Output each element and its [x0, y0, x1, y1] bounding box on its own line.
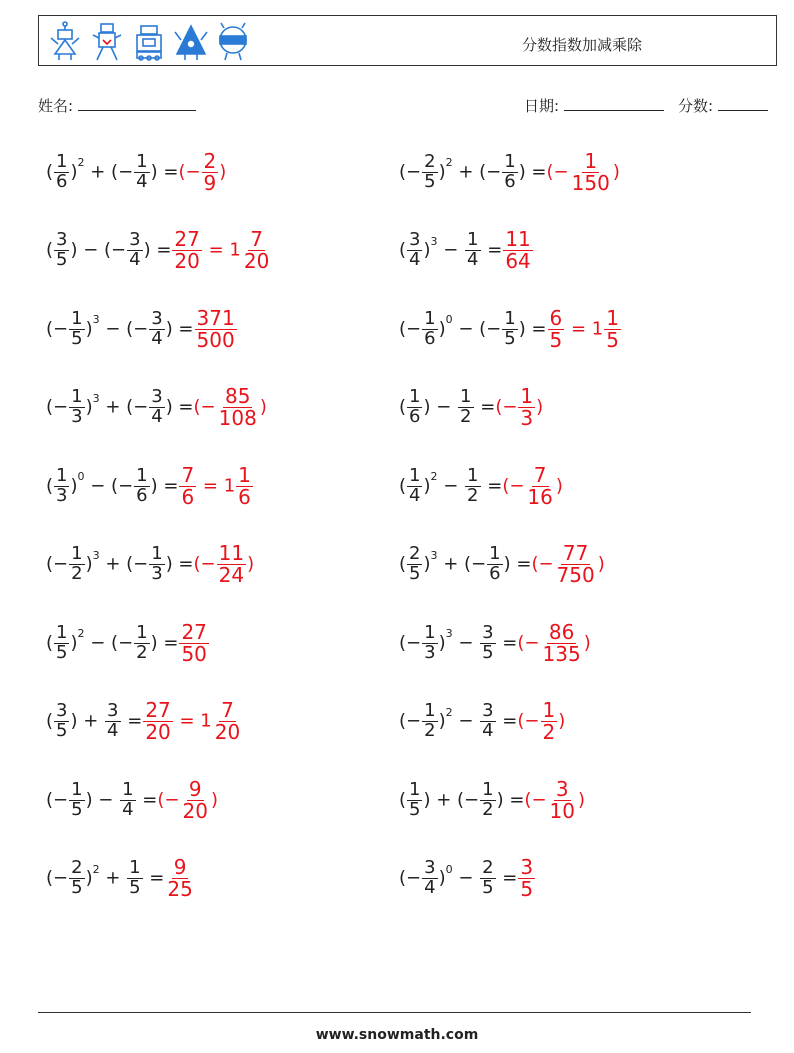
score-field	[678, 95, 768, 116]
robot-icon-2	[89, 20, 125, 62]
fraction: $\frac{86}{135}$	[542, 619, 581, 666]
robot-icon-4	[173, 20, 209, 62]
problem-item	[46, 299, 238, 359]
fraction: $\frac{1}{5}$	[409, 778, 421, 820]
fraction: $\frac{1}{2}$	[71, 543, 83, 584]
fraction: $\frac{11}{24}$	[218, 541, 245, 587]
problem-expression: (− $\frac{1}{2}$ )$^2$ − $\frac{3}{4}$ =	[399, 700, 518, 741]
robot-icons	[47, 20, 251, 62]
problem-expression: (− $\frac{1}{5}$ ) − $\frac{1}{4}$ =	[46, 778, 158, 820]
problem-expression: (− $\frac{1}{3}$ )$^3$ − $\frac{3}{5}$ =	[399, 621, 518, 663]
fraction: $\frac{3}{10}$	[549, 776, 575, 823]
problem-answer: (− $\frac{9}{20}$ )	[157, 776, 218, 823]
exponent: 2	[77, 627, 85, 640]
fraction: $\frac{1}{3}$	[56, 464, 68, 506]
problem-expression: (− $\frac{3}{4}$ )$^0$ − $\frac{2}{5}$ =	[399, 857, 518, 898]
problem-answer: $\frac{6}{5}$ = 1 $\frac{1}{5}$	[549, 305, 619, 352]
problem-item	[46, 770, 218, 830]
problem-answer	[194, 305, 238, 352]
worksheet-header	[38, 15, 777, 66]
fraction: $\frac{3}{4}$	[107, 700, 119, 741]
fraction: $\frac{3}{5}$	[520, 855, 534, 901]
fraction: $\frac{1}{6}$	[409, 386, 421, 427]
problem-answer: (− $\frac{7}{16}$ )	[502, 462, 563, 509]
fraction: $\frac{1}{5}$	[56, 621, 68, 663]
fraction: $\frac{3}{4}$	[409, 229, 421, 270]
exponent: 3	[430, 548, 438, 562]
fraction: $\frac{1}{2}$	[482, 778, 494, 820]
fraction: $\frac{1}{3}$	[520, 384, 534, 430]
fraction: $\frac{85}{108}$	[218, 384, 257, 430]
robot-icon-3	[131, 20, 167, 62]
problem-expression: ( $\frac{1}{3}$ )$^0$ − (− $\frac{1}{6}$ ) =	[46, 464, 179, 506]
problem-expression: (− $\frac{1}{6}$ )$^0$ − (− $\frac{1}{5}$ ) =	[399, 307, 547, 349]
problem-item	[46, 849, 196, 909]
problem-expression: ( $\frac{3}{4}$ )$^3$ − $\frac{1}{4}$ =	[399, 229, 503, 270]
fraction: $\frac{3}{4}$	[129, 229, 141, 270]
fraction: $\frac{1}{2}$	[467, 464, 479, 506]
exponent: 2	[445, 156, 453, 169]
fraction: $\frac{77}{750}$	[556, 541, 595, 587]
problem-item	[399, 456, 563, 516]
fraction: $\frac{2}{5}$	[482, 857, 494, 898]
fraction: $\frac{9}{20}$	[182, 776, 208, 823]
fraction: $\frac{7}{16}$	[527, 462, 553, 509]
problem-answer: (− $\frac{1}{150}$ )	[546, 148, 620, 195]
fraction: $\frac{1}{5}$	[71, 778, 83, 820]
fraction: $\frac{1}{5}$	[504, 307, 516, 349]
problem-answer: $\frac{27}{20}$ = 1 $\frac{7}{20}$	[145, 698, 241, 744]
fraction: $\frac{1}{6}$	[504, 150, 516, 192]
footer-url: www.snowmath.com	[315, 1027, 479, 1043]
problem-expression: ( $\frac{1}{6}$ ) − $\frac{1}{2}$ =	[399, 386, 496, 427]
exponent: 3	[92, 548, 100, 562]
fraction: $\frac{1}{2}$	[460, 386, 472, 427]
fraction: $\frac{27}{20}$	[174, 227, 200, 273]
fraction: $\frac{3}{4}$	[482, 700, 494, 741]
fraction: $\frac{1}{150}$	[571, 148, 610, 195]
problem-expression: (− $\frac{1}{2}$ )$^3$ + (− $\frac{1}{3}$ ) =	[46, 543, 194, 584]
exponent: 2	[445, 705, 453, 719]
fraction: $\frac{1}{2}$	[542, 698, 556, 744]
problem-item	[46, 692, 243, 752]
fraction: $\frac{1}{3}$	[151, 543, 163, 584]
fraction: $\frac{2}{5}$	[71, 857, 83, 898]
problem-expression: ( $\frac{1}{5}$ ) + (− $\frac{1}{2}$ ) =	[399, 778, 525, 820]
problem-answer: (− $\frac{3}{10}$ )	[524, 776, 586, 823]
problem-answer	[517, 857, 536, 900]
fraction: $\frac{1}{5}$	[606, 305, 619, 352]
fraction: $\frac{2}{5}$	[409, 543, 421, 584]
fraction: $\frac{7}{6}$	[181, 462, 195, 509]
date-blank[interactable]	[564, 98, 664, 111]
exponent: 0	[445, 862, 453, 876]
problem-expression: ( $\frac{1}{5}$ )$^2$ − (− $\frac{1}{2}$ ) =	[46, 621, 179, 663]
fraction: $\frac{1}{2}$	[136, 621, 148, 663]
exponent: 3	[430, 234, 438, 248]
exponent: 3	[92, 313, 100, 326]
fraction: $\frac{1}{3}$	[71, 386, 83, 427]
problem-answer: (− $\frac{1}{2}$ )	[517, 698, 566, 744]
fraction: $\frac{1}{6}$	[424, 307, 436, 349]
problem-expression: ( $\frac{2}{5}$ )$^3$ + (− $\frac{1}{6}$ ) =	[399, 543, 532, 584]
problem-item	[46, 456, 254, 516]
score-blank[interactable]	[718, 98, 768, 111]
robot-icon-5	[215, 20, 251, 62]
fraction: $\frac{1}{6}$	[136, 464, 148, 506]
fraction: $\frac{1}{6}$	[56, 150, 68, 192]
fraction: $\frac{3}{5}$	[56, 229, 68, 270]
fraction: $\frac{3}{4}$	[151, 307, 163, 349]
problem-item	[399, 221, 534, 281]
fraction: $\frac{2}{5}$	[424, 150, 436, 192]
fraction: $\frac{3}{5}$	[56, 700, 68, 741]
problem-expression: ( $\frac{1}{4}$ )$^2$ − $\frac{1}{2}$ =	[399, 464, 503, 506]
problem-answer: $\frac{7}{6}$ = 1 $\frac{1}{6}$	[181, 462, 251, 509]
exponent: 0	[445, 313, 453, 326]
date-field	[524, 95, 664, 116]
problem-answer	[178, 619, 209, 666]
problem-answer: (− $\frac{85}{108}$ )	[193, 384, 267, 430]
fraction: $\frac{1}{6}$	[238, 462, 251, 509]
problem-answer: (− $\frac{77}{750}$ )	[531, 541, 605, 587]
fraction: $\frac{1}{3}$	[424, 621, 436, 663]
problem-item	[46, 221, 272, 281]
problem-item	[46, 378, 267, 438]
fraction: $\frac{7}{20}$	[214, 698, 241, 744]
problem-expression: ( $\frac{3}{5}$ ) + $\frac{3}{4}$ =	[46, 700, 143, 741]
exponent: 0	[77, 470, 85, 483]
problem-answer: $\frac{27}{20}$ = 1 $\frac{7}{20}$	[174, 227, 270, 273]
problem-answer	[164, 857, 195, 900]
problem-item	[46, 535, 254, 595]
fraction: $\frac{1}{6}$	[489, 543, 501, 584]
fraction: $\frac{6}{5}$	[549, 305, 563, 352]
name-field	[38, 95, 196, 116]
problem-item	[399, 613, 591, 673]
date-label: 日期:	[524, 97, 560, 115]
problem-answer	[502, 229, 533, 272]
fraction: $\frac{2}{9}$	[203, 148, 217, 195]
name-label: 姓名:	[38, 97, 74, 115]
fraction: $\frac{1}{4}$	[409, 464, 421, 506]
fraction: $\frac{27}{20}$	[145, 698, 171, 744]
problem-item	[399, 692, 565, 752]
problem-item	[399, 770, 585, 830]
fraction: $\frac{1}{2}$	[424, 700, 436, 741]
problem-expression: (− $\frac{2}{5}$ )$^2$ + $\frac{1}{5}$ =	[46, 857, 165, 898]
fraction: $\frac{1}{5}$	[71, 307, 83, 349]
problem-expression: ( $\frac{1}{6}$ )$^2$ + (− $\frac{1}{4}$ ) =	[46, 150, 179, 192]
problem-item	[399, 378, 543, 438]
footer-divider	[38, 1012, 751, 1013]
fraction: $\frac{1}{4}$	[467, 229, 479, 270]
problem-answer: (− $\frac{1}{3}$ )	[495, 384, 544, 430]
problem-answer: (− $\frac{2}{9}$ )	[178, 148, 227, 195]
fraction: $\frac{3}{4}$	[424, 857, 436, 898]
fraction: $\frac{27}{50}$	[181, 619, 207, 666]
score-label: 分数:	[678, 97, 714, 115]
problem-item	[399, 535, 605, 595]
problem-expression: (− $\frac{2}{5}$ )$^2$ + (− $\frac{1}{6}$ ) =	[399, 150, 547, 192]
fraction: $\frac{1}{5}$	[129, 857, 141, 898]
problem-answer: (− $\frac{86}{135}$ )	[517, 619, 591, 666]
fraction: $\frac{1}{4}$	[136, 150, 148, 192]
problem-expression: ( $\frac{3}{5}$ ) − (− $\frac{3}{4}$ ) =	[46, 229, 172, 270]
name-blank[interactable]	[78, 98, 196, 111]
problem-item	[46, 142, 226, 202]
problem-answer: (− $\frac{11}{24}$ )	[193, 541, 255, 587]
worksheet-title: 分数指数加减乘除	[522, 36, 643, 54]
fraction: $\frac{3}{4}$	[151, 386, 163, 427]
fraction: $\frac{1}{4}$	[122, 778, 134, 820]
problem-item	[399, 849, 536, 909]
problem-item	[399, 299, 622, 359]
problem-expression: (− $\frac{1}{3}$ )$^3$ + (− $\frac{3}{4}$ ) =	[46, 386, 194, 427]
exponent: 2	[77, 156, 85, 169]
robot-icon-1	[47, 20, 83, 62]
problem-expression: (− $\frac{1}{5}$ )$^3$ − (− $\frac{3}{4}$ ) =	[46, 307, 194, 349]
exponent: 2	[92, 862, 100, 876]
fraction: $\frac{11}{64}$	[505, 227, 531, 273]
fraction: $\frac{371}{500}$	[196, 305, 235, 352]
exponent: 3	[445, 627, 453, 640]
problem-item	[46, 613, 210, 673]
fraction: $\frac{7}{20}$	[243, 227, 270, 273]
problem-item	[399, 142, 620, 202]
exponent: 2	[430, 470, 438, 483]
fraction: $\frac{9}{25}$	[167, 855, 193, 901]
exponent: 3	[92, 391, 100, 405]
fraction: $\frac{3}{5}$	[482, 621, 494, 663]
